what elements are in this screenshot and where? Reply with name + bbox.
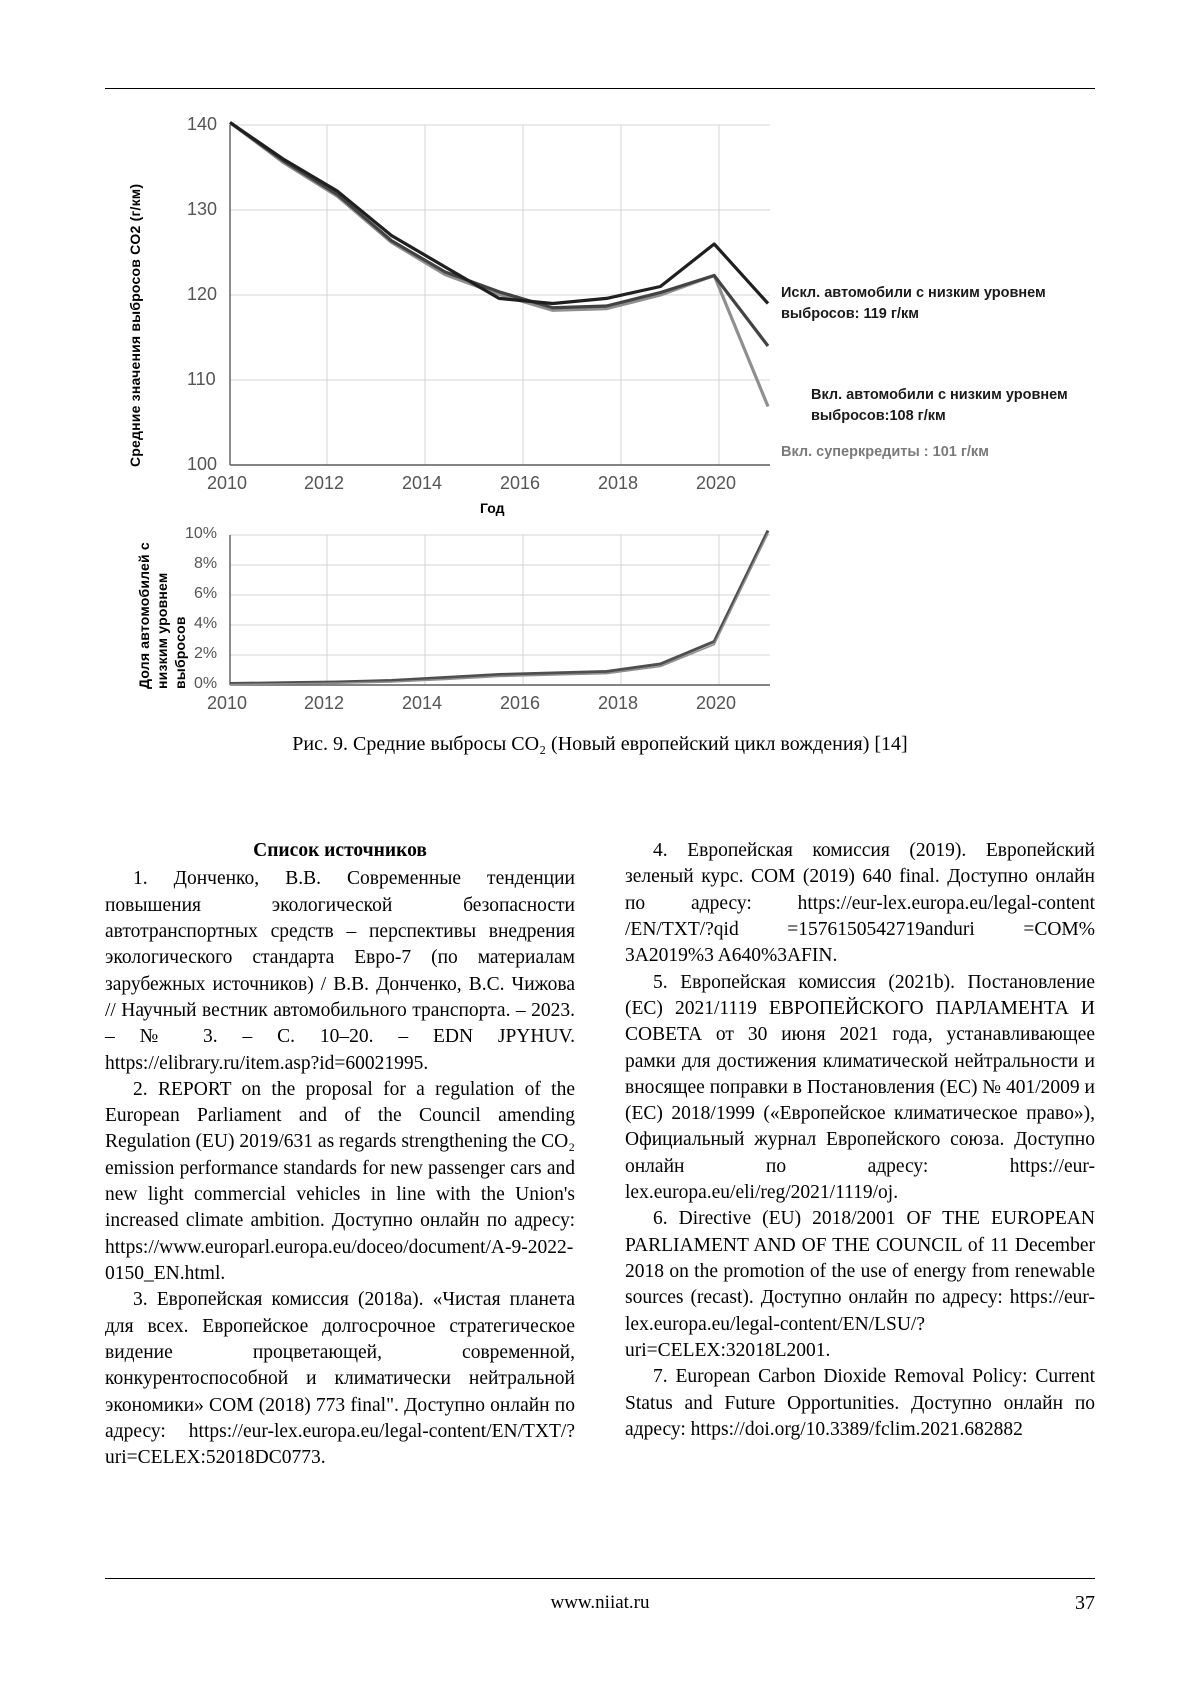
bottom-chart-grid — [230, 535, 770, 685]
header-rule — [105, 88, 1095, 89]
top-chart-y-axis-label: Средние значения выбросов CO2 (г/км) — [127, 183, 143, 467]
top-xtick-2018: 2018 — [598, 473, 639, 493]
bottom-ytick-0: 0% — [194, 675, 218, 692]
reference-item: 1. Донченко, В.В. Современные тенденции повышения экологической безопасности автотранспортных средств – перспективы внедрения экологического стандарта Евро-7 (по материалам зарубежных источников) / В.В. Донченко, В.С. Чижова // Научный вестник автомобильного транспорта. – 2023. – № 3. – С. 10–20. – EDN JPYHUV. https://elibrary.ru/item.asp?id=60021995. — [105, 868, 575, 1074]
reference-item: 5. Европейская комиссия (2021b). Постановление (ЕС) 2021/1119 ЕВРОПЕЙСКОГО ПАРЛАМЕНТА И СОВЕТА от 30 июня 2021 года, устанавливающее рамки для достижения климатической нейтральности и вносящее поправки в Постановления (ЕС) № 401/2009 и (ЕС) 2018/1999 («Европейское климатическое право»), Официальный журнал Европейского союза. Доступно онлайн по адресу: https://eur-lex.europa.eu/eli/reg/2021/1119/oj. — [625, 971, 1095, 1204]
top-ytick-110: 110 — [187, 369, 216, 389]
annotation-supercredits: Вкл. суперкредиты : 101 г/км — [781, 444, 989, 460]
bottom-xtick-2016: 2016 — [500, 693, 541, 713]
top-ytick-130: 130 — [187, 199, 218, 219]
bottom-ytick-2: 2% — [194, 645, 218, 662]
top-ytick-140: 140 — [187, 114, 218, 134]
reference-item: 4. Европейская комиссия (2019). Европейский зеленый курс. COM (2019) 640 final. Доступно онлайн по адресу: https://eur-lex.europa.eu/legal-content /EN/TXT/?qid =1576150542719anduri =COM% 3A2019%3 A640%3AFIN. — [625, 840, 1095, 967]
top-xtick-2012: 2012 — [304, 473, 345, 493]
top-xtick-2020: 2020 — [696, 473, 737, 493]
top-xtick-2016: 2016 — [500, 473, 541, 493]
reference-item: 3. Европейская комиссия (2018a). «Чистая планета для всех. Европейское долгосрочное стратегическое видение процветающей, современной, конкурентоспособной и климатически нейтральной экономики» COM (2018) 773 final". Доступно онлайн по адресу: https://eur-lex.europa.eu/legal-content/EN/TXT/?uri=CELEX:52018DC0773. — [105, 1289, 575, 1469]
bottom-chart-y-axis-label: Доля автомобилей с низким уровнем выбросов — [136, 542, 189, 689]
bottom-xtick-2014: 2014 — [402, 693, 443, 713]
reference-item: 6. Directive (EU) 2018/2001 OF THE EUROPEAN PARLIAMENT AND OF THE COUNCIL of 11 December 2018 on the promotion of the use of energy from renewable sources (recast). Доступно онлайн по адресу: https://eur-lex.europa.eu/legal-content/EN/LSU/?uri=CELEX:32018L2001. — [625, 1208, 1095, 1361]
bottom-ytick-4: 4% — [194, 615, 218, 632]
bottom-ytick-10: 10% — [185, 525, 218, 542]
annotation-excluding-low-emission: Искл. автомобили с низким уровнем выбросов: 119 г/км — [781, 285, 1046, 323]
references-title: Список источников — [253, 840, 427, 861]
series-low-emission-share-shadow — [230, 534, 768, 685]
annotation-including-low-emission: Вкл. автомобили с низким уровнем выбросов:108 г/км — [811, 387, 1068, 425]
bottom-xtick-2020: 2020 — [696, 693, 737, 713]
series-low-emission-share — [230, 531, 768, 684]
references-section — [105, 838, 1095, 1558]
reference-item: 7. European Carbon Dioxide Removal Policy: Current Status and Future Opportunities. Доступно онлайн по адресу: https://doi.org/10.3389/fclim.2021.682882 — [625, 1366, 1095, 1440]
series-including-low-emission — [230, 123, 768, 347]
top-ytick-100: 100 — [187, 454, 218, 474]
top-xtick-2010: 2010 — [207, 473, 248, 493]
chart-area — [105, 105, 1095, 725]
series-excluding-low-emission — [230, 123, 768, 304]
top-ytick-120: 120 — [187, 284, 218, 304]
figure-co2-emissions — [105, 105, 1095, 785]
reference-item: 2. REPORT on the proposal for a regulation of the European Parliament and of the Council amending Regulation (EU) 2019/631 as regards strengthening the CO₂ emission performance standards for new passenger cars and new light commercial vehicles in line with the Union's increased climate ambition. Доступно онлайн по адресу: https://www.europarl.europa.eu/doceo/document/A-9-2022-0150_EN.html. — [105, 1078, 575, 1284]
footer-page-number: 37 — [1075, 1592, 1095, 1614]
footer-rule — [105, 1578, 1095, 1579]
bottom-ytick-6: 6% — [194, 585, 218, 602]
top-xtick-2014: 2014 — [402, 473, 443, 493]
bottom-xtick-2010: 2010 — [207, 693, 248, 713]
bottom-xtick-2012: 2012 — [304, 693, 345, 713]
references-column-right — [625, 838, 1095, 1443]
bottom-ytick-8: 8% — [194, 555, 218, 572]
footer-site-url: www.niiat.ru — [550, 1592, 650, 1613]
bottom-xtick-2018: 2018 — [598, 693, 639, 713]
figure-caption: Рис. 9. Средние выбросы CO₂ (Новый европейский цикл вождения) [14] — [292, 733, 908, 755]
references-column-left — [105, 838, 575, 1472]
top-chart-x-axis-title: Год — [480, 500, 505, 516]
